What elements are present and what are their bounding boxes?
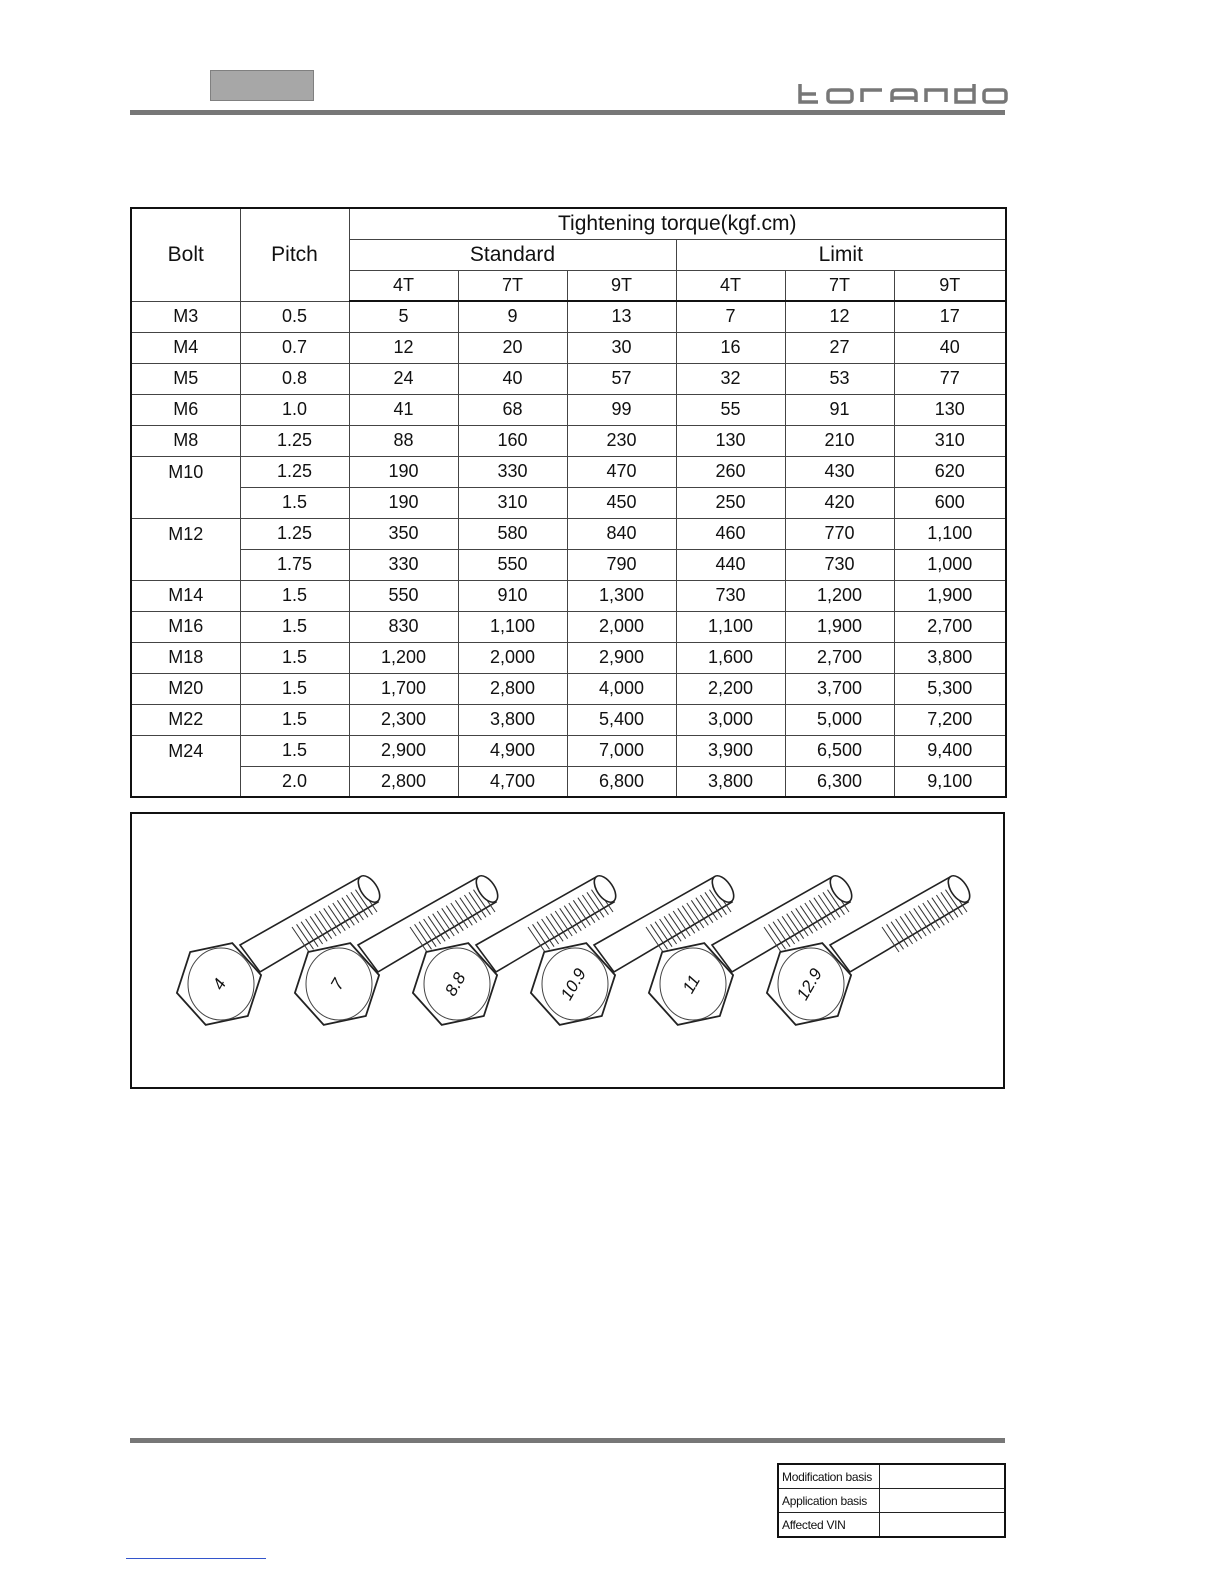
torque-cell: 440 <box>676 549 785 580</box>
torque-cell: 7 <box>676 301 785 332</box>
bolt-grade-mark: 7 <box>326 975 349 994</box>
torque-cell: 230 <box>567 425 676 456</box>
bolt-grade-illustration <box>130 812 1005 1089</box>
torque-cell: 20 <box>458 332 567 363</box>
torque-cell: 7,000 <box>567 735 676 766</box>
torque-cell: 32 <box>676 363 785 394</box>
bolt-cell: M20 <box>131 673 240 704</box>
torque-cell: 9,100 <box>894 766 1006 797</box>
bolt-grade-mark: 11 <box>678 971 705 997</box>
torque-cell: 4,000 <box>567 673 676 704</box>
torque-cell: 91 <box>785 394 894 425</box>
table-row <box>131 301 1006 332</box>
table-row <box>131 425 1006 456</box>
torque-cell: 3,800 <box>676 766 785 797</box>
korando-logo <box>798 82 1008 106</box>
table-row <box>131 735 1006 766</box>
torque-cell: 27 <box>785 332 894 363</box>
table-row <box>131 394 1006 425</box>
table-row <box>131 518 1006 549</box>
pitch-cell: 1.25 <box>240 456 349 487</box>
application-basis-label: Application basis <box>778 1489 880 1513</box>
torque-cell: 3,000 <box>676 704 785 735</box>
table-row <box>131 580 1006 611</box>
torque-cell: 130 <box>894 394 1006 425</box>
pitch-cell: 1.5 <box>240 704 349 735</box>
grade-header: 4T <box>349 270 458 301</box>
pitch-cell: 0.7 <box>240 332 349 363</box>
torque-cell: 4,700 <box>458 766 567 797</box>
torque-cell: 840 <box>567 518 676 549</box>
torque-cell: 730 <box>785 549 894 580</box>
bolt-cell: M4 <box>131 332 240 363</box>
header-standard: Standard <box>349 239 676 270</box>
bottom-rule <box>130 1438 1005 1443</box>
torque-cell: 1,200 <box>785 580 894 611</box>
table-row <box>131 363 1006 394</box>
pitch-cell: 1.25 <box>240 518 349 549</box>
table-row <box>131 456 1006 487</box>
header-pitch: Pitch <box>240 208 349 301</box>
torque-cell: 330 <box>349 549 458 580</box>
pitch-cell: 1.5 <box>240 611 349 642</box>
bolt-cell: M22 <box>131 704 240 735</box>
torque-cell: 1,200 <box>349 642 458 673</box>
torque-cell: 1,100 <box>894 518 1006 549</box>
pitch-cell: 0.5 <box>240 301 349 332</box>
table-row <box>131 549 1006 580</box>
bolt-cell: M14 <box>131 580 240 611</box>
pitch-cell: 1.25 <box>240 425 349 456</box>
torque-table <box>130 207 1007 798</box>
bolt-cell: M12 <box>131 518 240 580</box>
torque-cell: 12 <box>785 301 894 332</box>
torque-cell: 430 <box>785 456 894 487</box>
torque-cell: 250 <box>676 487 785 518</box>
torque-cell: 53 <box>785 363 894 394</box>
torque-cell: 210 <box>785 425 894 456</box>
torque-cell: 41 <box>349 394 458 425</box>
torque-cell: 310 <box>458 487 567 518</box>
torque-cell: 5,000 <box>785 704 894 735</box>
header-limit: Limit <box>676 239 1006 270</box>
torque-cell: 40 <box>894 332 1006 363</box>
torque-cell: 260 <box>676 456 785 487</box>
grade-header: 9T <box>894 270 1006 301</box>
torque-cell: 2,000 <box>458 642 567 673</box>
torque-cell: 30 <box>567 332 676 363</box>
torque-cell: 1,300 <box>567 580 676 611</box>
table-row <box>131 487 1006 518</box>
torque-cell: 2,700 <box>894 611 1006 642</box>
torque-cell: 2,300 <box>349 704 458 735</box>
bolt-grade-mark: 8.8 <box>441 969 470 1000</box>
bolt-illustration-svg <box>132 814 1003 1087</box>
torque-cell: 420 <box>785 487 894 518</box>
torque-cell: 190 <box>349 487 458 518</box>
affected-vin-label: Affected VIN <box>778 1513 880 1538</box>
bolt-cell: M16 <box>131 611 240 642</box>
torque-cell: 2,000 <box>567 611 676 642</box>
table-row <box>131 332 1006 363</box>
header-tab-block <box>210 70 314 101</box>
grade-header: 7T <box>458 270 567 301</box>
table-row <box>131 611 1006 642</box>
header-torque-title: Tightening torque(kgf.cm) <box>349 208 1006 239</box>
pitch-cell: 1.5 <box>240 735 349 766</box>
torque-cell: 460 <box>676 518 785 549</box>
table-row <box>131 673 1006 704</box>
torque-cell: 2,800 <box>458 673 567 704</box>
pitch-cell: 1.5 <box>240 580 349 611</box>
bolt-cell: M5 <box>131 363 240 394</box>
torque-cell: 600 <box>894 487 1006 518</box>
torque-cell: 24 <box>349 363 458 394</box>
torque-cell: 620 <box>894 456 1006 487</box>
pitch-cell: 1.75 <box>240 549 349 580</box>
bolt-cell: M18 <box>131 642 240 673</box>
torque-cell: 770 <box>785 518 894 549</box>
torque-cell: 2,900 <box>349 735 458 766</box>
bolt-cell: M8 <box>131 425 240 456</box>
torque-cell: 2,200 <box>676 673 785 704</box>
torque-cell: 3,700 <box>785 673 894 704</box>
table-row <box>131 766 1006 797</box>
torque-cell: 9 <box>458 301 567 332</box>
torque-cell: 310 <box>894 425 1006 456</box>
bolt-grade-mark: 10.9 <box>556 965 590 1004</box>
pitch-cell: 1.5 <box>240 487 349 518</box>
torque-cell: 550 <box>349 580 458 611</box>
torque-cell: 190 <box>349 456 458 487</box>
torque-cell: 5 <box>349 301 458 332</box>
torque-cell: 130 <box>676 425 785 456</box>
torque-cell: 12 <box>349 332 458 363</box>
torque-cell: 1,600 <box>676 642 785 673</box>
torque-cell: 68 <box>458 394 567 425</box>
top-rule <box>130 110 1005 115</box>
torque-cell: 910 <box>458 580 567 611</box>
torque-cell: 790 <box>567 549 676 580</box>
link-underline <box>126 1558 266 1559</box>
bolt-drawing <box>767 872 974 1025</box>
pitch-cell: 1.0 <box>240 394 349 425</box>
bolt-cell: M24 <box>131 735 240 797</box>
torque-cell: 99 <box>567 394 676 425</box>
modification-basis-label: Modification basis <box>778 1464 880 1489</box>
torque-cell: 57 <box>567 363 676 394</box>
affected-vin-value <box>880 1513 1006 1538</box>
bolt-cell: M3 <box>131 301 240 332</box>
table-row <box>131 704 1006 735</box>
pitch-cell: 2.0 <box>240 766 349 797</box>
torque-cell: 55 <box>676 394 785 425</box>
torque-cell: 470 <box>567 456 676 487</box>
torque-cell: 6,800 <box>567 766 676 797</box>
torque-table-body <box>131 301 1006 797</box>
torque-cell: 550 <box>458 549 567 580</box>
torque-cell: 1,700 <box>349 673 458 704</box>
torque-cell: 580 <box>458 518 567 549</box>
torque-cell: 730 <box>676 580 785 611</box>
grade-header: 7T <box>785 270 894 301</box>
torque-cell: 6,300 <box>785 766 894 797</box>
revision-info-table <box>777 1463 1006 1538</box>
torque-cell: 88 <box>349 425 458 456</box>
torque-cell: 1,900 <box>785 611 894 642</box>
torque-cell: 16 <box>676 332 785 363</box>
bolt-grade-mark: 12.9 <box>792 965 826 1004</box>
info-row <box>778 1513 1005 1538</box>
torque-cell: 4,900 <box>458 735 567 766</box>
info-row <box>778 1489 1005 1513</box>
bolt-cell: M10 <box>131 456 240 518</box>
torque-cell: 13 <box>567 301 676 332</box>
torque-cell: 1,900 <box>894 580 1006 611</box>
torque-cell: 1,000 <box>894 549 1006 580</box>
torque-cell: 17 <box>894 301 1006 332</box>
torque-cell: 830 <box>349 611 458 642</box>
torque-cell: 1,100 <box>458 611 567 642</box>
torque-cell: 3,800 <box>894 642 1006 673</box>
pitch-cell: 0.8 <box>240 363 349 394</box>
application-basis-value <box>880 1489 1006 1513</box>
torque-cell: 6,500 <box>785 735 894 766</box>
grade-header: 9T <box>567 270 676 301</box>
modification-basis-value <box>880 1464 1006 1489</box>
torque-cell: 450 <box>567 487 676 518</box>
torque-cell: 7,200 <box>894 704 1006 735</box>
bolt-cell: M6 <box>131 394 240 425</box>
torque-cell: 1,100 <box>676 611 785 642</box>
torque-cell: 5,300 <box>894 673 1006 704</box>
torque-cell: 5,400 <box>567 704 676 735</box>
table-row <box>131 642 1006 673</box>
torque-cell: 3,800 <box>458 704 567 735</box>
torque-cell: 77 <box>894 363 1006 394</box>
torque-cell: 2,700 <box>785 642 894 673</box>
grade-header: 4T <box>676 270 785 301</box>
info-row <box>778 1464 1005 1489</box>
torque-cell: 160 <box>458 425 567 456</box>
pitch-cell: 1.5 <box>240 673 349 704</box>
torque-cell: 2,900 <box>567 642 676 673</box>
torque-cell: 350 <box>349 518 458 549</box>
torque-cell: 40 <box>458 363 567 394</box>
torque-cell: 3,900 <box>676 735 785 766</box>
header-bolt: Bolt <box>131 208 240 301</box>
torque-cell: 9,400 <box>894 735 1006 766</box>
bolt-grade-mark: 4 <box>208 975 231 994</box>
torque-cell: 330 <box>458 456 567 487</box>
pitch-cell: 1.5 <box>240 642 349 673</box>
torque-cell: 2,800 <box>349 766 458 797</box>
